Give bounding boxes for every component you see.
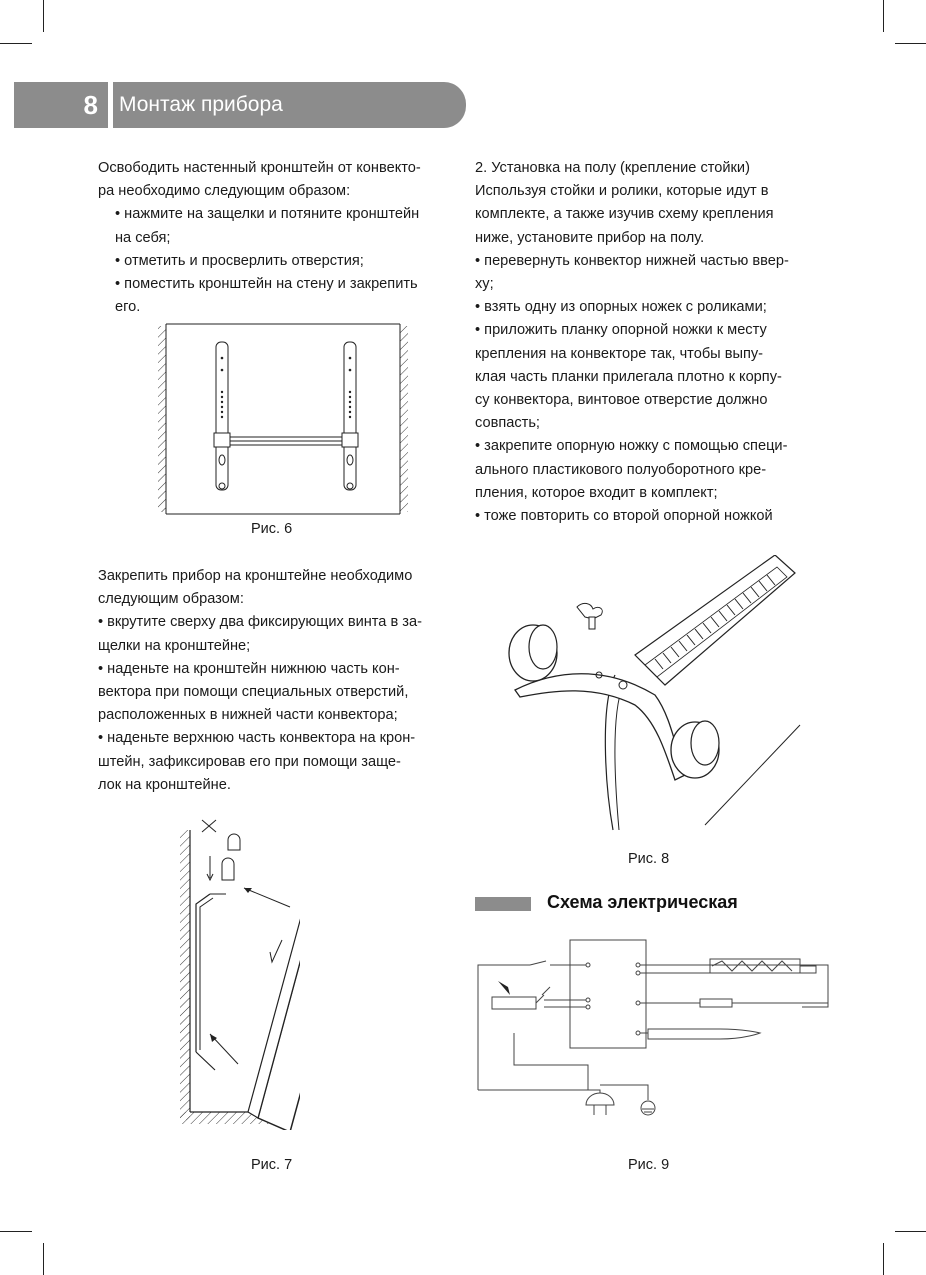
text-line: Освободить настенный кронштейн от конвекто- bbox=[98, 160, 421, 176]
text-line: ра необходимо следующим образом: bbox=[98, 183, 351, 200]
text-line: • наденьте верхнюю часть конвектора на крон- bbox=[98, 730, 416, 747]
text-line: Закрепить прибор на кронштейне необходимо bbox=[98, 568, 413, 584]
text-line: • отметить и просверлить отверстия; bbox=[115, 252, 364, 269]
text-line: ального пластикового полуоборотного кре- bbox=[475, 461, 767, 478]
text-line: следующим образом: bbox=[98, 591, 244, 608]
figure-6-wall-bracket bbox=[158, 320, 408, 520]
text-line: вектора при помощи специальных отверстий, bbox=[98, 684, 409, 701]
crop-mark bbox=[895, 43, 926, 44]
crop-mark bbox=[883, 1243, 884, 1275]
text-line: комплекте, а также изучив схему крепления bbox=[475, 206, 774, 223]
left-mount-block bbox=[98, 565, 452, 797]
text-line: клая часть планки прилегала плотно к корпу- bbox=[475, 368, 782, 385]
crop-mark bbox=[0, 1231, 32, 1232]
section-title-wiring: Схема электрическая bbox=[547, 892, 738, 912]
crop-mark bbox=[883, 0, 884, 32]
page-number: 8 bbox=[83, 89, 98, 120]
header-separator bbox=[108, 82, 113, 128]
text-line: • закрепите опорную ножку с помощью специ- bbox=[475, 438, 788, 455]
left-intro-block bbox=[98, 157, 452, 319]
text-line: пления, которое входит в комплект; bbox=[475, 484, 718, 501]
text-line: • поместить кронштейн на стену и закрепить bbox=[115, 276, 418, 293]
figure-8-floor-stand bbox=[495, 555, 805, 835]
right-install-block bbox=[475, 157, 827, 528]
text-line: 2. Установка на полу (крепление стойки) bbox=[475, 160, 750, 176]
text-line: • вкрутите сверху два фиксирующих винта в за- bbox=[98, 614, 422, 631]
text-line: на себя; bbox=[115, 229, 171, 246]
crop-mark bbox=[43, 0, 44, 32]
figure-9-wiring-diagram bbox=[470, 935, 840, 1130]
figure-7-mounting-diagram bbox=[180, 812, 300, 1130]
text-line: штейн, зафиксировав его при помощи заще- bbox=[98, 753, 401, 770]
text-line: • взять одну из опорных ножек с роликами; bbox=[475, 299, 767, 316]
text-line: его. bbox=[115, 299, 141, 316]
section-marker bbox=[475, 897, 531, 911]
text-line: щелки на кронштейне; bbox=[98, 637, 251, 654]
page-title: Монтаж прибора bbox=[119, 93, 283, 116]
text-line: • тоже повторить со второй опорной ножкой bbox=[475, 508, 773, 525]
figure-6-caption: Рис. 6 bbox=[251, 521, 293, 537]
text-line: • наденьте на кронштейн нижнюю часть кон- bbox=[98, 660, 400, 677]
text-line: ниже, установите прибор на полу. bbox=[475, 229, 705, 246]
text-line: расположенных в нижней части конвектора; bbox=[98, 707, 398, 724]
text-line: крепления на конвекторе так, чтобы выпу- bbox=[475, 345, 764, 362]
text-line: • перевернуть конвектор нижней частью ввер- bbox=[475, 252, 789, 269]
crop-mark bbox=[0, 43, 32, 44]
figure-7-caption: Рис. 7 bbox=[251, 1157, 293, 1173]
text-line: Используя стойки и ролики, которые идут в bbox=[475, 183, 769, 200]
text-line: совпасть; bbox=[475, 415, 540, 432]
figure-8-caption: Рис. 8 bbox=[628, 851, 670, 867]
crop-mark bbox=[43, 1243, 44, 1275]
text-line: • нажмите на защелки и потяните кронштейн bbox=[115, 206, 420, 223]
crop-mark bbox=[895, 1231, 926, 1232]
figure-9-caption: Рис. 9 bbox=[628, 1157, 670, 1173]
text-line: су конвектора, винтовое отверстие должно bbox=[475, 392, 768, 409]
text-line: • приложить планку опорной ножки к месту bbox=[475, 322, 767, 339]
text-line: лок на кронштейне. bbox=[98, 776, 231, 793]
text-line: ху; bbox=[475, 276, 494, 293]
